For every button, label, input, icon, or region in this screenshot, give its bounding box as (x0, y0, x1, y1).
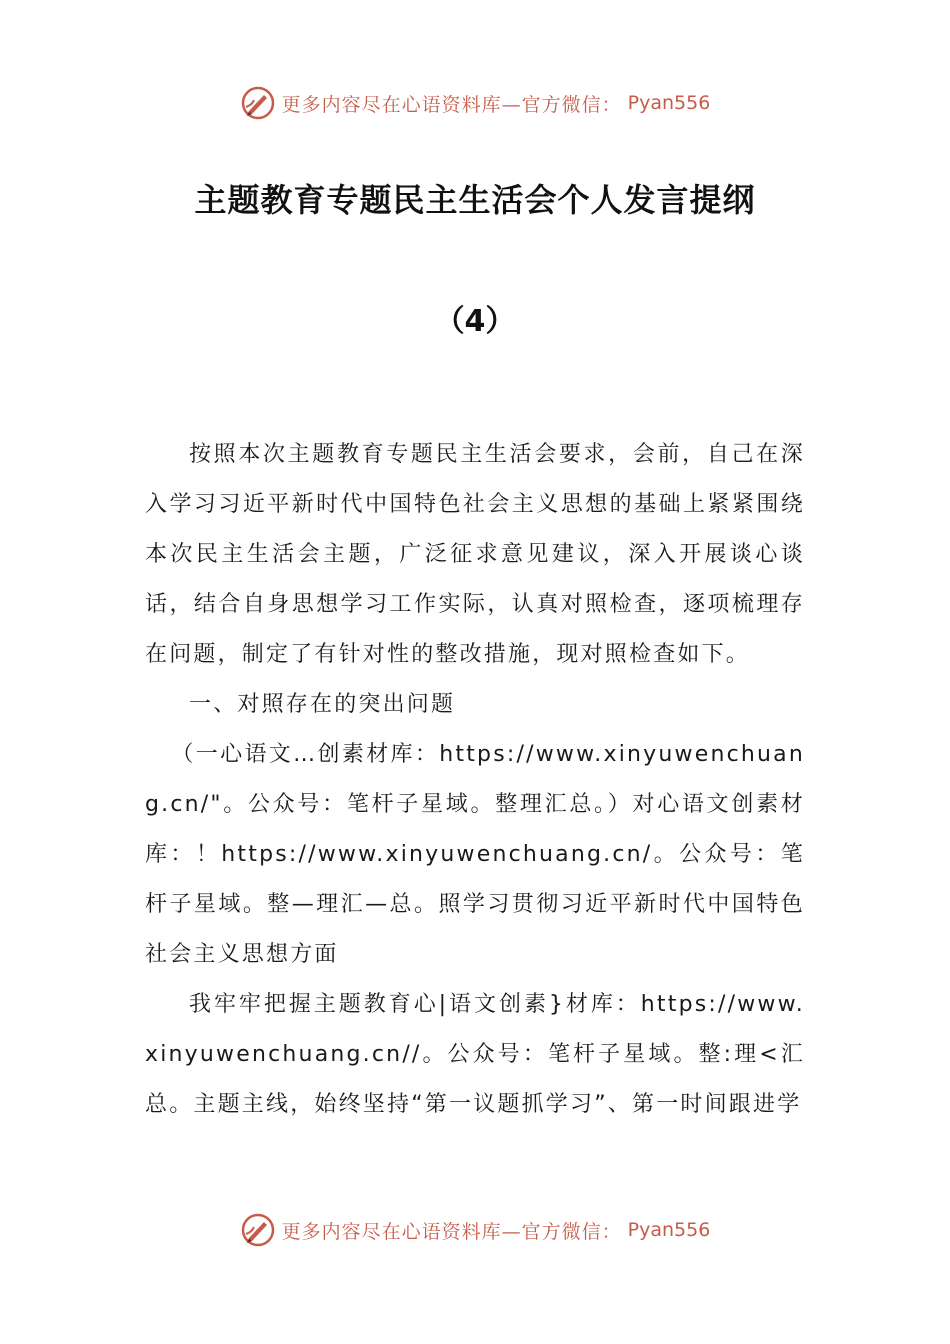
page-title: 主题教育专题民主生活会个人发言提纲 (194, 181, 756, 219)
banner-contact: Pyan556 (627, 1219, 711, 1241)
header-banner (0, 83, 950, 123)
section-heading: 一、对照存在的突出问题 (189, 692, 456, 717)
document-body (145, 430, 805, 1130)
banner-text: 更多内容尽在心语资料库—官方微信： (281, 1220, 622, 1243)
page-subtitle: （4） (434, 304, 516, 339)
banner-text: 更多内容尽在心语资料库—官方微信： (281, 93, 622, 116)
banner-contact: Pyan556 (627, 92, 711, 114)
pen-logo-icon (240, 85, 276, 121)
paragraph: （一心语文…创素材库：https://www.xinyuwenchuang.cn/"。公众号：笔杆子星域。整理汇总。）对心语文创素材库：！https://www.xinyuwenchuang.cn/。公众号：笔杆子星域。整—理汇—总。照学习贯彻习近平新时代中国特色社会主义思想方面 (145, 742, 805, 967)
paragraph: 按照本次主题教育专题民主生活会要求，会前，自己在深入学习习近平新时代中国特色社会主义思想的基础上紧紧围绕本次民主生活会主题，广泛征求意见建议，深入开展谈心谈话，结合自身思想学习工作实际，认真对照检查，逐项梳理存在问题，制定了有针对性的整改措施，现对照检查如下。 (145, 442, 805, 667)
paragraph: 我牢牢把握主题教育心|语文创素}材库：https://www.xinyuwenchuang.cn//。公众号：笔杆子星域。整:理<汇总。主题主线，始终坚持“第一议题抓学习”、第一时间跟进学 (145, 992, 805, 1117)
footer-banner (0, 1210, 950, 1250)
pen-logo-icon (240, 1212, 276, 1248)
